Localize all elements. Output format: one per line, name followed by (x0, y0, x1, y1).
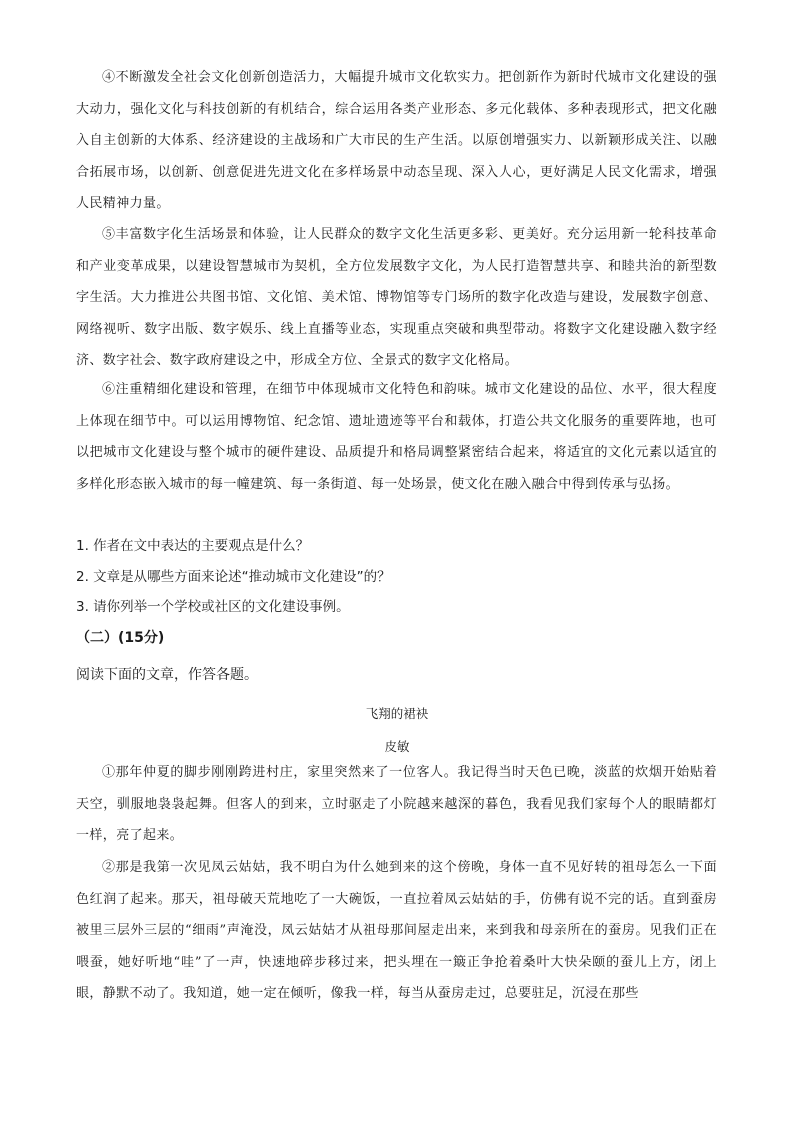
article-title: 飞翔的裙袂 (365, 706, 429, 721)
reading-instruction: 阅读下面的文章，作答各题。 (76, 667, 258, 683)
article-paragraph-2: ②那是我第一次见凤云姑姑，我不明白为什么她到来的这个傍晚，身体一直不见好转的祖母怎么一下面色红润了起来。那天，祖母破天荒地吃了一大碗饭，一直拉着凤云姑姑的手，仿佛有说不完的话。直到蚕房被里三层外三层的“细雨”声淹没，凤云姑姑才从祖母那间屋走出来，来到我和母亲所在的蚕房。见我们正在喂蚕，她好听地“哇”了一声，快速地碎步移过来，把头埋在一簸正争抢着桑叶大快朵颐的蚕儿上方，闭上眼，静默不动了。我知道，她一定在倾听，像我一样，每当从蚕房走过，总要驻足，沉浸在那些 (76, 860, 717, 1001)
article-author: 皮敏 (384, 739, 410, 754)
section-heading: （二）(15分) (76, 630, 165, 646)
essay-paragraph-5: ⑤丰富数字化生活场景和体验，让人民群众的数字文化生活更多彩、更美好。充分运用新一轮科技革命和产业变革成果，以建设智慧城市为契机，全方位发展数字文化，为人民打造智慧共享、和睦共治的新型数字生活。大力推进公共图书馆、文化馆、美术馆、博物馆等专门场所的数字化改造与建设，发展数字创意、网络视听、数字出版、数字娱乐、线上直播等业态，实现重点突破和典型带动。将数字文化建设融入数字经济、数字社会、数字政府建设之中，形成全方位、全景式的数字文化格局。 (76, 227, 717, 368)
question-2: 2. 文章是从哪些方面来论述“推动城市文化建设”的？ (76, 569, 391, 585)
question-1: 1. 作者在文中表达的主要观点是什么？ (76, 538, 310, 554)
essay-paragraph-4: ④不断激发全社会文化创新创造活力，大幅提升城市文化软实力。把创新作为新时代城市文化建设的强大动力，强化文化与科技创新的有机结合，综合运用各类产业形态、多元化载体、多种表现形式，把文化融入自主创新的大体系、经济建设的主战场和广大市民的生产生活。以原创增强实力、以新颖形成关注、以融合拓展市场，以创新、创意促进先进文化在多样场景中动态呈现、深入人心，更好满足人民文化需求，增强人民精神力量。 (76, 70, 717, 211)
essay-paragraph-6: ⑥注重精细化建设和管理，在细节中体现城市文化特色和韵味。城市文化建设的品位、水平，很大程度上体现在细节中。可以运用博物馆、纪念馆、遗址遗迹等平台和载体，打造公共文化服务的重要阵地，也可以把城市文化建设与整个城市的硬件建设、品质提升和格局调整紧密结合起来，将适宜的文化元素以适宜的多样化形态嵌入城市的每一幢建筑、每一条街道、每一处场景，使文化在融入融合中得到传承与弘扬。 (76, 382, 717, 492)
question-3: 3. 请你列举一个学校或社区的文化建设事例。 (76, 599, 350, 615)
article-paragraph-1: ①那年仲夏的脚步刚刚跨进村庄，家里突然来了一位客人。我记得当时天色已晚，淡蓝的炊烟开始贴着天空，驯服地袅袅起舞。但客人的到来，立时驱走了小院越来越深的暮色，我看见我们家每个人的眼睛都灯一样，亮了起来。 (76, 765, 717, 843)
